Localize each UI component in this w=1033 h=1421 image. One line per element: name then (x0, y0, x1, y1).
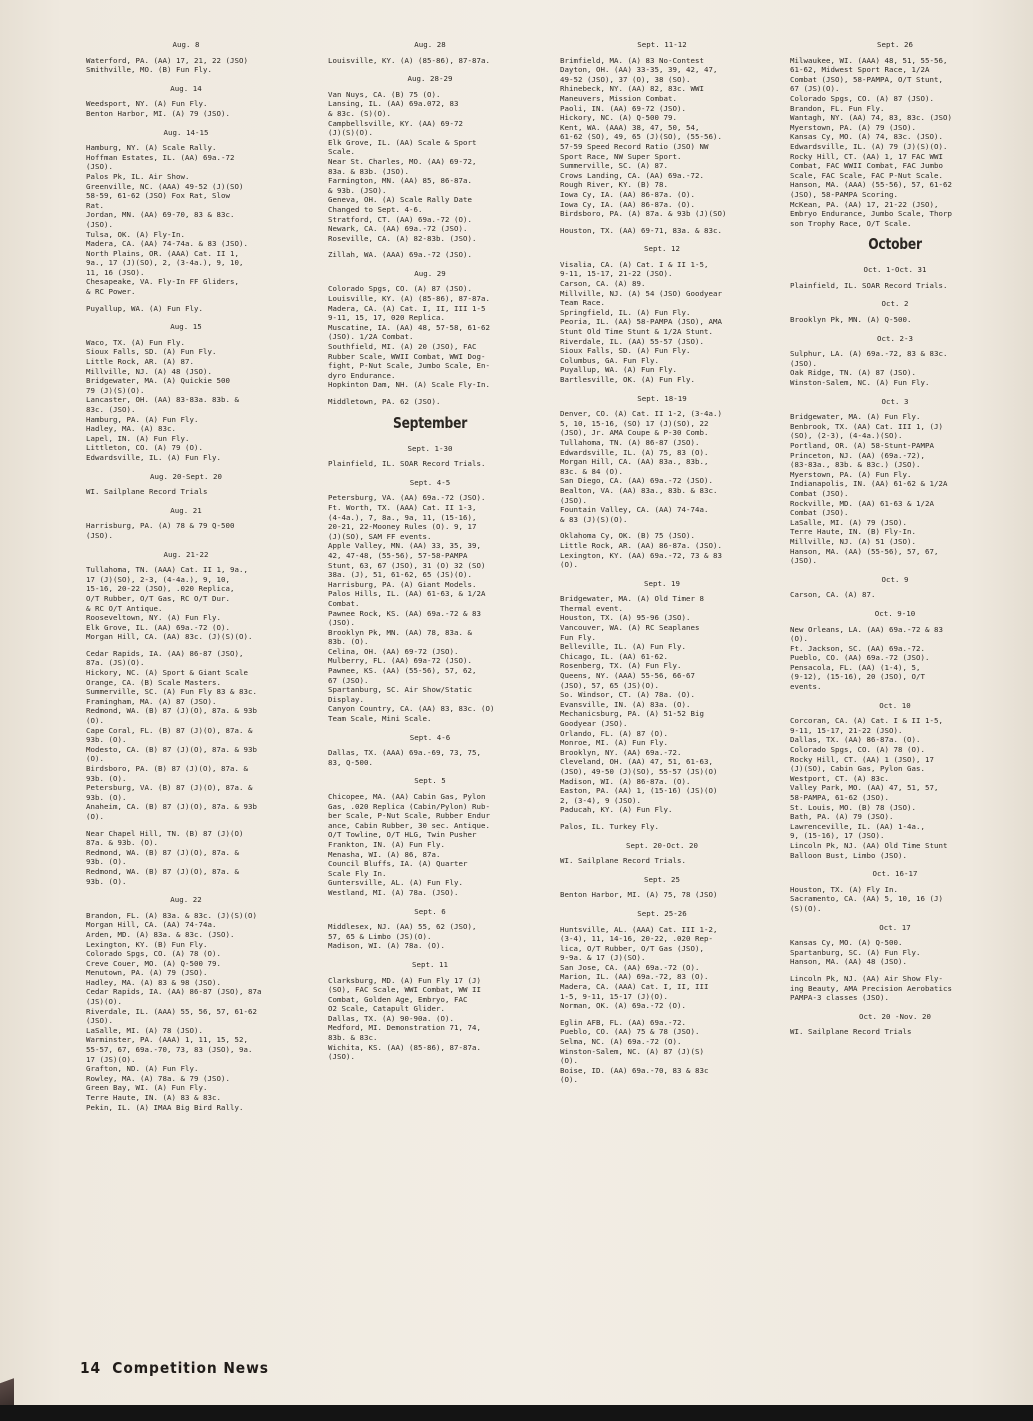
event-date-heading: Oct. 17 (879, 922, 911, 932)
event-listing: Huntsville, AL. (AAA) Cat. III 1-2, (3-4), 11, 14-16, 20-22, .020 Rep- lica, O/T Rubber, O/T Gas (JSO), 9-9a. & 17 (J)(SO). San Jose, CA. (AA) 69a.-72 (O). Marion, IL. (AA) 69a.-72, 83 (O). Madera, CA. (AAA) Cat. I, II, III 1-5, 9-11, 15-17 (J)(O). Norman, OK. (A) 69a.-72 (O). (560, 924, 718, 1011)
event-listing: Petersburg, VA. (AA) 69a.-72 (JSO). Ft. Worth, TX. (AAA) Cat. II 1-3, (4-4a.), 7, 8a., 9a, 11, (15-16), 20-21, 22-Mooney Rules (O). 9, 17 (J)(SO), SAM FF events. Apple Valley, MN. (AA) 33, 35, 39, 42, 47-48, (55-56), 57-58-PAMPA Stunt, 63, 67 (JSO), 31 (O) 32 (SO) 38a. (J), 51, 61-62, 65 (JS)(O). Harrisburg, PA. (A) Giant Models. Palos Hills, IL. (AA) 61-63, & 1/2A Combat. Pawnee Rock, KS. (AA) 69a.-72 & 83 (JSO). Brooklyn Pk, MN. (AA) 78, 83a. & 83b. (O). Celina, OH. (AA) 69-72 (JSO). Mulberry, FL. (AA) 69a-72 (JSO). Pawnee, KS. (AA) (55-56), 57, 62, 67 (JSO). Spartanburg, SC. Air Show/Static Display. Canyon Country, CA. (AA) 83, 83c. (O) Team Scale, Mini Scale. (328, 493, 495, 724)
event-listing: Weedsport, NY. (A) Fun Fly. Benton Harbor, MI. (A) 79 (JSO). (86, 99, 230, 118)
event-date-heading: Sept. 11-12 (637, 40, 687, 49)
event-date-heading: Oct. 10 (879, 700, 911, 710)
schedule-column-4 (790, 38, 1000, 1044)
event-listing: Houston, TX. (A) Fly In. Sacramento, CA. (AA) 5, 10, 16 (J) (S)(O). (790, 884, 943, 913)
event-listing: Plainfield, IL. SOAR Record Trials. (790, 280, 948, 290)
event-listing: Hamburg, NY. (A) Scale Rally. Hoffman Estates, IL. (AA) 69a.-72 (JSO). Palos Pk, IL. Air Show. Greenville, NC. (AAA) 49-52 (J)(SO) 58-59, 61-62 (JSO) Fox Rat, Slow Rat. Jordan, MN. (AA) 69-70, 83 & 83c. (JSO). Tulsa, OK. (A) Fly-In. Madera, CA. (AA) 74-74a. & 83 (JSO). North Plains, OR. (AAA) Cat. II 1, 9a., 17 (J)(SO), 2, (3-4a.), 9, 10, 11, 16 (JSO). Chesapeake, VA. Fly-In FF Gliders, & RC Power. (86, 143, 248, 297)
event-listing: Plainfield, IL. SOAR Record Trials. (328, 459, 486, 469)
event-date-heading: Sept. 20-Oct. 20 (626, 840, 698, 850)
event-date-heading: Aug. 14-15 (163, 127, 209, 137)
page-corner-damage (0, 1365, 14, 1405)
event-listing: Kansas Cy, MO. (A) Q-500. Spartanburg, SC. (A) Fun Fly. Hanson, MA. (AA) 48 (JSO). (790, 938, 921, 967)
event-listing: Palos, IL. Turkey Fly. (560, 821, 659, 831)
event-date-heading: Oct. 2 (881, 299, 909, 309)
event-date-heading: Sept. 25-26 (637, 908, 687, 918)
event-date-heading: Sept. 18-19 (637, 393, 687, 403)
event-listing: WI. Sailplane Record Trials (790, 1027, 912, 1037)
event-date-heading: Sept. 25 (644, 874, 680, 884)
event-listing: Carson, CA. (A) 87. (790, 590, 876, 600)
event-listing: WI. Sailplane Record Trials. (560, 856, 686, 866)
schedule-column-1 (86, 38, 286, 1119)
event-date-heading: Oct. 16-17 (872, 869, 918, 879)
event-listing: Brimfield, MA. (A) 83 No-Contest Dayton, OH. (AA) 33-35, 39, 42, 47, 49-52 (JSO), 37 (O), 38 (SO). Rhinebeck, NY. (AA) 82, 83c. WWI Maneuvers, Mission Combat. Paoli, IN. (AA) 69-72 (JSO). Hickory, NC. (A) Q-500 79. Kent, WA. (AAA) 38, 47, 50, 54, 61-62 (SO), 49, 65 (J)(SO), (55-56). 57-59 Speed Record Ratio (JSO) NW Sport Race, NW Super Sport. Summerville, SC. (A) 87. Crows Landing, CA. (AA) 69a.-72. Rough River, KY. (B) 78. Iowa Cy, IA. (AA) 86-87a. (O). Iowa Cy, IA. (AA) 86-87a. (O). Birdsboro, PA. (A) 87a. & 93b (J)(SO) (560, 55, 727, 219)
event-date-heading: Sept. 1-30 (407, 443, 453, 453)
event-listing: Zillah, WA. (AAA) 69a.-72 (JSO). (328, 250, 472, 260)
event-date-heading: Aug. 28-29 (407, 74, 453, 84)
event-listing: Middletown, PA. 62 (JSO). (328, 397, 441, 406)
event-listing: Waterford, PA. (AA) 17, 21, 22 (JSO) Smithville, MO. (B) Fun Fly. (86, 55, 248, 75)
event-date-heading: Aug. 21-22 (163, 549, 209, 559)
event-date-heading: Oct. 3 (881, 396, 909, 406)
event-listing: Brandon, FL. (A) 83a. & 83c. (J)(S)(O) Morgan Hill, CA. (AA) 74-74a. Arden, MD. (A) 83a. & 83c. (JSO). Lexington, KY. (B) Fun Fly. Colorado Spgs, CO. (A) 78 (O). Creve Couer, MO. (A) Q-500 79. Menutown, PA. (A) 79 (JSO). Hadley, MA. (A) 83 & 98 (JSO). Cedar Rapids, IA. (AA) 86-87 (JSO), 87a (JS)(O). Riverdale, IL. (AAA) 55, 56, 57, 61-62 (JSO). LaSalle, MI. (A) 78 (JSO). Warminster, PA. (AAA) 1, 11, 15, 52, 55-57, 67, 69a.-70, 73, 83 (JSO), 9a. 17 (JS)(O). Grafton, ND. (A) Fun Fly. Rowley, MA. (A) 78a. & 79 (JSO). Green Bay, WI. (A) Fun Fly. Terre Haute, IN. (A) 83 & 83c. Pekin, IL. (A) IMAA Big Bird Rally. (86, 910, 262, 1112)
event-date-heading: Oct. 9 (881, 574, 909, 584)
event-listing: Clarksburg, MD. (A) Fun Fly 17 (J) (SO), FAC Scale, WWI Combat, WW II Combat, Golden Age, Embryo, FAC O2 Scale, Catapult Glider. Dallas, TX. (A) 90-90a. (O). Medford, MI. Demonstration 71, 74, 83b. & 83c. Wichita, KS. (AA) (85-86), 87-87a. (JSO). (328, 975, 481, 1062)
event-listing: Colorado Spgs, CO. (A) 87 (JSO). Louisville, KY. (A) (85-86), 87-87a. Madera, CA. (A) Cat. I, II, III 1-5 9-11, 15, 17, 020 Replica. Muscatine, IA. (AA) 48, 57-58, 61-62 (JSO). 1/2A Combat. Southfield, MI. (A) 20 (JSO), FAC Rubber Scale, WWII Combat, WWI Dog- fight, P-Nut Scale, Jumbo Scale, En- dyro Endurance. Hopkinton Dam, NH. (A) Scale Fly-In. (328, 284, 490, 390)
event-date-heading: Aug. 29 (414, 268, 446, 278)
event-date-heading: Sept. 4-5 (409, 477, 451, 487)
event-listing: Milwaukee, WI. (AAA) 48, 51, 55-56, 61-62, Midwest Sport Race, 1/2A Combat (JSO), 58-PAMPA, O/T Stunt, 67 (JS)(O). Colorado Spgs, CO. (A) 87 (JSO). Brandon, FL. Fun Fly. Wantagh, NY. (AA) 74, 83, 83c. (JSO) Myerstown, PA. (A) 79 (JSO). Kansas Cy, MO. (A) 74, 83c. (JSO). Edwardsville, IL. (A) 79 (J)(S)(O). Rocky Hill, CT. (AA) 1, 17 FAC WWI Combat, FAC WWII Combat, FAC Jumbo Scale, FAC Scale, FAC P-Nut Scale. Hanson, MA. (AAA) (55-56), 57, 61-62 (JSO), 58-PAMPA Scoring. McKean, PA. (AA) 17, 21-22 (JSO), Embryo Endurance, Jumbo Scale, Thorp son Trophy Race, O/T Scale. (790, 55, 952, 228)
event-listing: Houston, TX. (AA) 69-71, 83a. & 83c. (560, 225, 722, 235)
event-listing: Van Nuys, CA. (B) 75 (O). Lansing, IL. (AA) 69a.072, 83 & 83c. (S)(O). Campbellsville, KY. (AA) 69-72 (J)(S)(O). Elk Grove, IL. (AA) Scale & Sport Scale. Near St. Charles, MO. (AA) 69-72, 83a. & 83b. (JSO). Farmington, MN. (AA) 85, 86-87a. & 93b. (JSO). Geneva, OH. (A) Scale Rally Date Changed to Sept. 4-6. Stratford, CT. (AA) 69a.-72 (O). Newark, CA. (AA) 69a.-72 (JSO). Roseville, CA. (A) 82-83b. (JSO). (328, 89, 477, 243)
event-listing: Brooklyn Pk, MN. (A) Q-500. (790, 315, 912, 325)
event-date-heading: Aug. 8 (172, 40, 200, 49)
event-date-heading: Aug. 20-Sept. 20 (150, 471, 222, 481)
event-date-heading: Oct. 9-10 (874, 608, 916, 618)
event-date-heading: Oct. 20 -Nov. 20 (859, 1011, 931, 1021)
event-date-heading: Aug. 15 (170, 322, 202, 332)
event-listing: Dallas, TX. (AAA) 69a.-69, 73, 75, 83, Q-500. (328, 748, 481, 767)
event-date-heading: Aug. 14 (170, 83, 202, 93)
event-listing: Denver, CO. (A) Cat. II 1-2, (3-4a.) 5, 10, 15-16, (SO) 17 (J)(SO), 22 (JSO), Jr. AMA Coupe & P-30 Comb. Tullahoma, TN. (A) 86-87 (JSO). Edwardsville, IL. (A) 75, 83 (O). Morgan Hill, CA. (AA) 83a., 83b., 83c. & 84 (O). San Diego, CA. (AA) 69a.-72 (JSO). Bealton, VA. (AA) 83a., 83b. & 83c. (JSO). Fountain Valley, CA. (AA) 74-74a. & 83 (J)(S)(O). (560, 409, 722, 524)
schedule-column-3 (560, 38, 764, 1092)
page-footer (80, 1359, 269, 1377)
schedule-column-2 (328, 38, 532, 1069)
event-date-heading: Sept. 19 (644, 578, 680, 588)
event-listing: Cedar Rapids, IA. (AA) 86-87 (JSO), 87a. (JS)(O). Hickory, NC. (A) Sport & Giant Scale Orange, CA. (B) Scale Masters. Summerville, SC. (A) Fun Fly 83 & 83c. Framingham, MA. (A) 87 (JSO). Redmond, WA. (B) 87 (J)(O), 87a. & 93b (O). Cape Coral, FL. (B) 87 (J)(O), 87a. & 93b. (O). Modesto, CA. (B) 87 (J)(O), 87a. & 93b (O). Birdsboro, PA. (B) 87 (J)(O), 87a. & 93b. (O). Petersburg, VA. (B) 87 (J)(O), 87a. & 93b. (O). Anaheim, CA. (B) 87 (J)(O), 87a. & 93b (O). (86, 648, 257, 821)
event-listing: Lincoln Pk, NJ. (AA) Air Show Fly- ing Beauty, AMA Precision Aerobatics PAMPA-3 classes (JSO). (790, 973, 952, 1003)
event-listing: WI. Sailplane Record Trials (86, 487, 208, 497)
event-listing: Visalia, CA. (A) Cat. I & II 1-5, 9-11, 15-17, 21-22 (JSO). Carson, CA. (A) 89. Millville, NJ. (A) 54 (JSO) Goodyear Team Race. Springfield, IL. (A) Fun Fly. Peoria, IL. (AA) 58-PAMPA (JSO), AMA Stunt Old Time Stunt & 1/2A Stunt. Riverdale, IL. (AA) 55-57 (JSO). Sioux Falls, SD. (A) Fun Fly. Columbus, GA. Fun Fly. Puyallup, WA. (A) Fun Fly. Bartlesville, OK. (A) Fun Fly. (560, 259, 722, 384)
event-date-heading: Aug. 21 (170, 505, 202, 515)
event-listing: Sulphur, LA. (A) 69a.-72, 83 & 83c. (JSO). Oak Ridge, TN. (A) 87 (JSO). Winston-Salem, NC. (A) Fun Fly. (790, 349, 948, 388)
event-date-heading: Aug. 28 (414, 40, 446, 49)
event-listing: Bridgewater, MA. (A) Old Timer 8 Thermal event. Houston, TX. (A) 95-96 (JSO). Vancouver, WA. (A) RC Seaplanes Fun Fly. Belleville, IL. (A) Fun Fly. Chicago, IL. (AA) 61-62. Rosenberg, TX. (A) Fun Fly. Queens, NY. (AAA) 55-56, 66-67 (JSO), 57, 65 (JS)(O). So. Windsor, CT. (A) 78a. (O). Evansville, IN. (A) 83a. (O). Mechanicsburg, PA. (A) 51-52 Big Goodyear (JSO). Orlando, FL. (A) 87 (O). Monroe, MI. (A) Fun Fly. Brooklyn, NY. (AA) 69a.-72. Cleveland, OH. (AA) 47, 51, 61-63, (JSO), 49-50 (J)(SO), 55-57 (JS)(O) Madison, WI. (A) 86-87a. (O). Easton, PA. (AA) 1, (15-16) (JS)(O) 2, (3-4), 9 (JSO). Paducah, KY. (A) Fun Fly. (560, 594, 718, 815)
event-date-heading: Oct. 2-3 (877, 333, 913, 343)
event-listing: Oklahoma Cy, OK. (B) 75 (JSO). Little Rock, AR. (AA) 86-87a. (JSO). Lexington, KY. (AA) 69a.-72, 73 & 83 (O). (560, 531, 722, 570)
page-number: 14 (80, 1359, 102, 1377)
event-listing: Corcoran, CA. (A) Cat. I & II 1-5, 9-11, 15-17, 21-22 (JSO). Dallas, TX. (AA) 86-87a. (O). Colorado Spgs, CO. (A) 78 (O). Rocky Hill, CT. (AA) 1 (JSO), 17 (J)(SO), Cabin Gas, Pylon Gas. Westport, CT. (A) 83c. Valley Park, MO. (AA) 47, 51, 57, 58-PAMPA, 61-62 (JSO). St. Louis, MO. (B) 78 (JSO). Bath, PA. (A) 79 (JSO). Lawrenceville, IL. (AA) 1-4a., 9, (15-16), 17 (JSO). Lincoln Pk, NJ. (AA) Old Time Stunt Balloon Bust, Limbo (JSO). (790, 716, 948, 860)
publication-name: Competition News (112, 1359, 269, 1377)
event-listing: Waco, TX. (A) Fun Fly. Sioux Falls, SD. (A) Fun Fly. Little Rock, AR. (A) 87. Millville, NJ. (A) 48 (JSO). Bridgewater, MA. (A) Quickie 500 79 (J)(S)(O). Lancaster, OH. (AA) 83-83a. 83b. & 83c. (JSO). Hamburg, PA. (A) Fun Fly. Hadley, MA. (A) 83c. Lapel, IN. (A) Fun Fly. Littleton, CO. (A) 79 (O). Edwardsville, IL. (A) Fun Fly. (86, 337, 239, 462)
event-date-heading: Sept. 5 (414, 776, 446, 786)
event-listing: New Orleans, LA. (AA) 69a.-72 & 83 (O). Ft. Jackson, SC. (AA) 69a.-72. Pueblo, CO. (AA) 69a.-72 (JSO). Pensacola, FL. (AA) (1-4), 5, (9-12), (15-16), 20 (JSO), O/T events. (790, 624, 943, 692)
event-listing: Benton Harbor, MI. (A) 75, 78 (JSO) (560, 890, 718, 900)
event-date-heading: Aug. 22 (170, 895, 202, 905)
event-listing: Louisville, KY. (A) (85-86), 87-87a. (328, 55, 490, 65)
event-listing: Near Chapel Hill, TN. (B) 87 (J)(O) 87a. & 93b. (O). Redmond, WA. (B) 87 (J)(O), 87a. & 93b. (O). Redmond, WA. (B) 87 (J)(O), 87a. & 93b. (O). (86, 828, 244, 886)
event-date-heading: Sept. 11 (412, 959, 448, 969)
event-listing: Middlesex, NJ. (AA) 55, 62 (JSO), 57, 65 & Limbo (JS)(O). Madison, WI. (A) 78a. (O). (328, 922, 477, 951)
scan-edge (0, 1405, 1033, 1421)
event-date-heading: Oct. 1-Oct. 31 (863, 265, 927, 275)
event-listing: Harrisburg, PA. (A) 78 & 79 Q-500 (JSO). (86, 521, 235, 540)
event-date-heading: Sept. 4-6 (409, 732, 451, 742)
month-section-heading: October (868, 235, 922, 254)
month-section-heading: September (392, 413, 468, 432)
event-listing: Puyallup, WA. (A) Fun Fly. (86, 303, 203, 313)
event-date-heading: Sept. 6 (414, 906, 446, 916)
event-listing: Bridgewater, MA. (A) Fun Fly. Benbrook, TX. (AA) Cat. III 1, (J) (SO), (2-3), (4-4a.)(SO). Portland, OR. (A) 58-Stunt-PAMPA Princeton, NJ. (AA) (69a.-72), (83-83a., 83b. & 83c.) (JSO). Myerstown, PA. (A) Fun Fly. Indianapolis, IN. (AA) 61-62 & 1/2A Combat (JSO). Rockville, MD. (AA) 61-63 & 1/2A Combat (JSO). LaSalle, MI. (A) 79 (JSO). Terre Haute, IN. (B) Fly-In. Millville, NJ. (A) 51 (JSO). Hanson, MA. (AA) (55-56), 57, 67, (JSO). (790, 412, 948, 566)
event-listing: Eglin AFB, FL. (AA) 69a.-72. Pueblo, CO. (AA) 75 & 78 (JSO). Selma, NC. (A) 69a.-72 (O). Winston-Salem, NC. (A) 87 (J)(S) (O). Boise, ID. (AA) 69a.-70, 83 & 83c (O). (560, 1017, 709, 1085)
event-listing: Chicopee, MA. (AA) Cabin Gas, Pylon Gas, .020 Replica (Cabin/Pylon) Rub- ber Scale, P-Nut Scale, Rubber Endur ance, Cabin Rubber, 30 sec. Antique. O/T Towline, O/T HLG, Twin Pusher Frankton, IN. (A) Fun Fly. Menasha, WI. (A) 86, 87a. Council Bluffs, IA. (A) Quarter Scale Fly In. Guntersville, AL. (A) Fun Fly. Westland, MI. (A) 78a. (JSO). (328, 792, 490, 897)
event-listing: Tullahoma, TN. (AAA) Cat. II 1, 9a., 17 (J)(SO), 2-3, (4-4a.), 9, 10, 15-16, 20-22 (JSO), .020 Replica, O/T Rubber, O/T Gas, RC O/T Dur. & RC O/T Antique. Rooseveltown, NY. (A) Fun Fly. Elk Grove, IL. (AA) 69a.-72 (O). Morgan Hill, CA. (AA) 83c. (J)(S)(O). (86, 565, 253, 642)
event-date-heading: Sept. 26 (877, 40, 913, 49)
event-date-heading: Sept. 12 (644, 244, 680, 254)
